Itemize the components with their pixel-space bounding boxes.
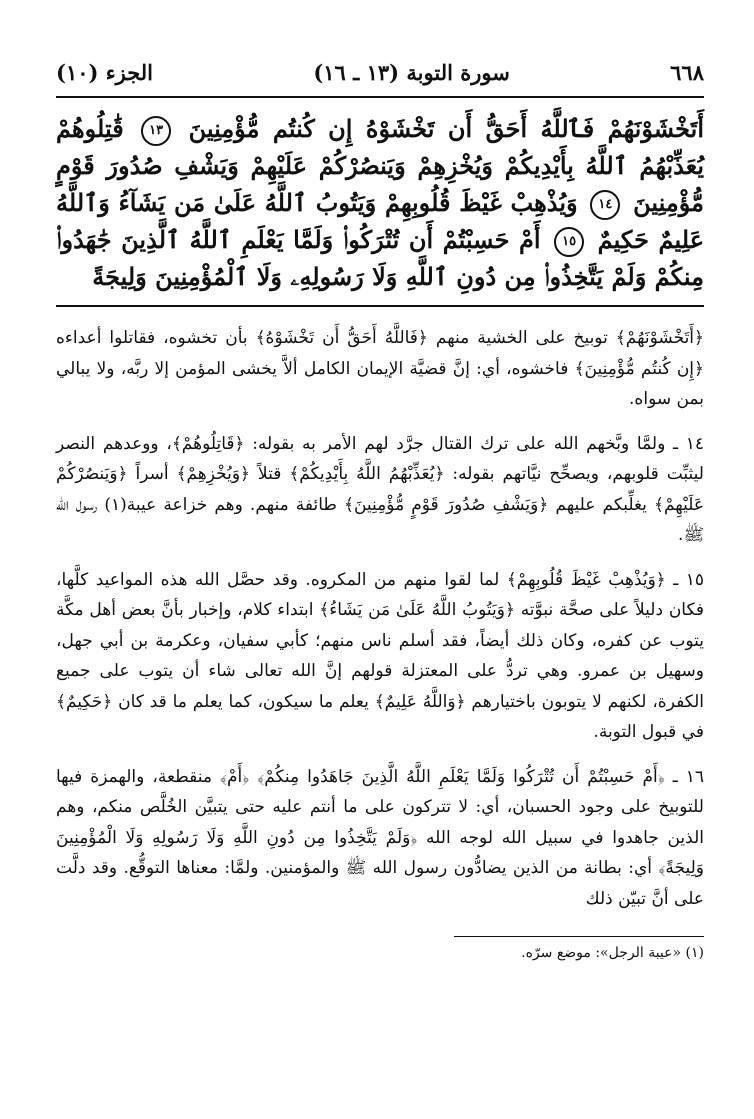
verse-14: قَٰتِلُوهُمْ يُعَذِّبْهُمُ ٱللَّهُ بِأَيْدِيكُمْ وَيُخْزِهِمْ وَيَنصُرْكُمْ عَلَيْهِمْ وَيَشْفِ صُدُورَ قَوْمٍ مُّؤْمِنِينَ: [56, 114, 705, 217]
juz-label: الجزء (١٠): [56, 60, 153, 85]
tafsir-paragraph-14: ١٤ ـ ولمَّا وبَّخهم الله على ترك القتال جرَّد لهم الأمر به بقوله: ﴿قَاتِلُوهُمْ﴾، ووعدهم النصر ليثبِّت قلوبهم، ويصحِّح نيَّاتهم بقوله: ﴿يُعَذِّبْهُمُ اللَّهُ بِأَيْدِيكُمْ﴾ قتلاً ﴿وَيُخْزِهِمْ﴾ أسراً ﴿وَيَنصُرْكُمْ عَلَيْهِمْ﴾ يغلِّبكم عليهم ﴿وَيَشْفِ صُدُورَ قَوْمٍ مُّؤْمِنِينَ﴾ طائفة منهم. وهم خزاعة عيبة(١) رسول الله ﷺ.: [56, 433, 704, 545]
page: [56, 60, 704, 961]
page-header: [56, 60, 704, 98]
verse-15: وَيُذْهِبْ غَيْظَ قُلُوبِهِمْ وَيَتُوبُ ٱللَّهُ عَلَىٰ مَن يَشَآءُ وَٱللَّهُ عَلِيمٌ حَكِيمٌ: [56, 188, 705, 254]
verse-13-part: أَتَخْشَوْنَهُمْ فَٱللَّهُ أَحَقُّ أَن تَخْشَوْهُ إِن كُنتُم مُّؤْمِنِينَ: [188, 114, 705, 143]
tafsir-paragraph-13: ﴿أَتَخْشَوْنَهُمْ﴾ توبيخ على الخشية منهم ﴿فَاللَّهُ أَحَقُّ أَن تَخْشَوْهُ﴾ بأن تخشوه، فقاتلوا أعداءه ﴿إِن كُنتُم مُّؤْمِنِينَ﴾ فاخشوه، أي: إنَّ قضيَّة الإيمان الكامل ألاَّ يخشى المؤمن إلا ربَّه، ولا يبالي بمن سواه.: [56, 328, 704, 409]
footnote-divider: [454, 936, 704, 937]
surah-title: سورة التوبة (١٣ ـ ١٦): [313, 60, 510, 85]
tafsir-paragraph-15: ١٥ ـ ﴿وَيُذْهِبْ غَيْظَ قُلُوبِهِمْ﴾ لما لقوا منهم من المكروه. وقد حصَّل الله هذه المواعيد كلَّها، فكان دليلاً على صحَّة نبوَّته ﴿وَيَتُوبُ اللَّهُ عَلَىٰ مَن يَشَاءُ﴾ ابتداء كلام، وإخبار بأنَّ بعض أهل مكَّة يتوب عن كفره، وكان ذلك أيضاً، فقد أسلم ناس منهم؛ كأبي سفيان، وعكرمة بن أبي جهل، وسهيل بن عمرو. وهي تردُّ على المعتزلة قولهم إنَّ الله تعالى شاء أن يتوب على جميع الكفرة، لكنهم لا يتوبون باختيارهم ﴿وَاللَّهُ عَلِيمٌ﴾ يعلم ما سيكون، كما يعلم ما قد كان ﴿حَكِيمٌ﴾ في قبول التوبة.: [56, 569, 704, 742]
ayah-marker-14: ١٤: [590, 190, 620, 220]
footnote: (١) «عيبة الرجل»: موضع سرّه.: [521, 945, 704, 961]
quran-text-block: [56, 98, 704, 307]
page-number: ٦٦٨: [670, 60, 704, 85]
ayah-marker-13: ١٣: [141, 116, 171, 146]
tafsir-commentary: [56, 323, 704, 914]
ayah-marker-15: ١٥: [554, 227, 584, 257]
verse-16: أَمْ حَسِبْتُمْ أَن تُتْرَكُوا۟ وَلَمَّا يَعْلَمِ ٱللَّهُ ٱلَّذِينَ جَٰهَدُوا۟ مِنكُمْ وَلَمْ يَتَّخِذُوا۟ مِن دُونِ ٱللَّهِ وَلَا رَسُولِهِۦ وَلَا ٱلْمُؤْمِنِينَ وَلِيجَةً: [56, 225, 704, 291]
tafsir-paragraph-16: ١٦ ـ ﴿أَمْ حَسِبْتُمْ أَن تُتْرَكُوا وَلَمَّا يَعْلَمِ اللَّهُ الَّذِينَ جَاهَدُوا مِنكُمْ﴾ ﴿أَمْ﴾ منقطعة، والهمزة فيها للتوبيخ على وجود الحسبان، أي: لا تتركون على ما أنتم عليه حتى يتبيَّن الخُلَّص منكم، وهم الذين جاهدوا في سبيل الله لوجه الله ﴿وَلَمْ يَتَّخِذُوا مِن دُونِ اللَّهِ وَلَا رَسُولِهِ وَلَا الْمُؤْمِنِينَ وَلِيجَةً﴾ أي: بطانة من الذين يضادُّون رسول الله ﷺ والمؤمنين. ولمَّا: معناها التوقُّع. وقد دلَّت على أنَّ تبيّن ذلك: [56, 766, 704, 909]
